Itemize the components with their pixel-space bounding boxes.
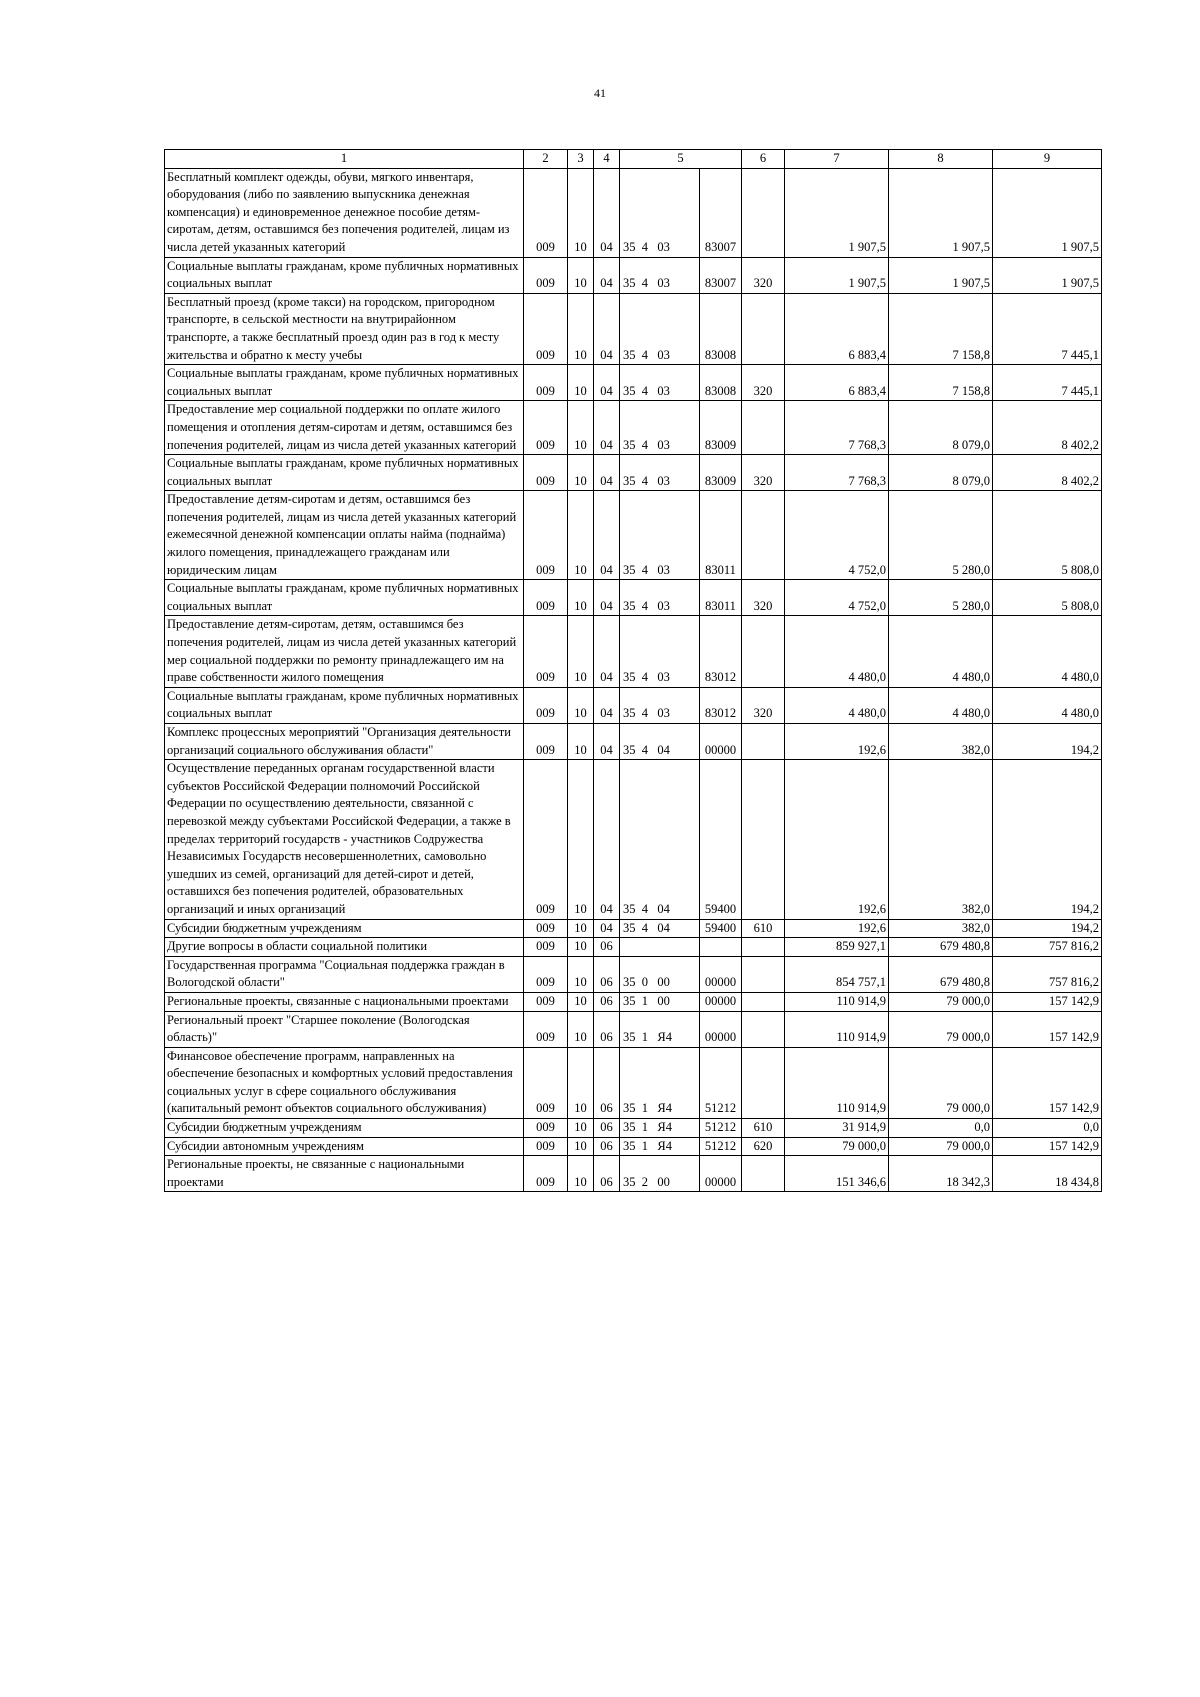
subsection-code: 04 bbox=[594, 365, 620, 401]
row-name: Региональный проект "Старшее поколение (Вологодская область)" bbox=[165, 1011, 524, 1047]
row-name: Осуществление переданных органам государственной власти субъектов Российской Федерации полномочий Российской Федерации по осуществлению деятельности, связанной с перевозкой между субъектами Российской Федерации, а также в пределах территорий государств - участников Содружества Независимых Государств несовершеннолетних, самовольно ушедших из семей, организаций для детей-сирот и детей, оставшихся без попечения родителей, образовательных организаций и иных организаций bbox=[165, 760, 524, 919]
row-name: Социальные выплаты гражданам, кроме публичных нормативных социальных выплат bbox=[165, 580, 524, 616]
amount-year-2: 382,0 bbox=[889, 760, 993, 919]
amount-year-3: 194,2 bbox=[993, 760, 1102, 919]
amount-year-1: 79 000,0 bbox=[785, 1137, 889, 1156]
section-code: 10 bbox=[568, 365, 594, 401]
row-name: Социальные выплаты гражданам, кроме публичных нормативных социальных выплат bbox=[165, 455, 524, 491]
subsection-code: 06 bbox=[594, 1156, 620, 1192]
subsection-code: 04 bbox=[594, 293, 620, 364]
column-number-row bbox=[165, 150, 1102, 169]
row-name: Субсидии бюджетным учреждениям bbox=[165, 1119, 524, 1138]
grbs-code: 009 bbox=[524, 1156, 568, 1192]
section-code: 10 bbox=[568, 1011, 594, 1047]
expense-type-code: 320 bbox=[742, 455, 785, 491]
target-article-prefix: 35 4 04 bbox=[620, 724, 700, 760]
section-code: 10 bbox=[568, 401, 594, 455]
target-article-code: 59400 bbox=[700, 760, 742, 919]
column-number: 4 bbox=[594, 150, 620, 169]
table-row bbox=[165, 168, 1102, 257]
subsection-code: 06 bbox=[594, 1137, 620, 1156]
grbs-code: 009 bbox=[524, 687, 568, 723]
section-code: 10 bbox=[568, 760, 594, 919]
target-article-code: 59400 bbox=[700, 919, 742, 938]
expense-type-code bbox=[742, 760, 785, 919]
expense-type-code bbox=[742, 491, 785, 580]
expense-type-code bbox=[742, 956, 785, 992]
amount-year-1: 4 752,0 bbox=[785, 491, 889, 580]
amount-year-2: 79 000,0 bbox=[889, 1011, 993, 1047]
target-article-code bbox=[700, 938, 742, 957]
row-name: Бесплатный комплект одежды, обуви, мягкого инвентаря, оборудования (либо по заявлению выпускника денежная компенсация) и единовременное денежное пособие детям-сиротам, детям, оставшимся без попечения родителей, лицам из числа детей указанных категорий bbox=[165, 168, 524, 257]
section-code: 10 bbox=[568, 687, 594, 723]
target-article-code: 83009 bbox=[700, 455, 742, 491]
expense-type-code bbox=[742, 1156, 785, 1192]
column-number: 6 bbox=[742, 150, 785, 169]
target-article-prefix: 35 1 Я4 bbox=[620, 1011, 700, 1047]
section-code: 10 bbox=[568, 1137, 594, 1156]
budget-table bbox=[164, 149, 1102, 1192]
grbs-code: 009 bbox=[524, 760, 568, 919]
table-row bbox=[165, 919, 1102, 938]
table-row bbox=[165, 760, 1102, 919]
amount-year-1: 110 914,9 bbox=[785, 992, 889, 1011]
row-name: Социальные выплаты гражданам, кроме публичных нормативных социальных выплат bbox=[165, 365, 524, 401]
page-number: 41 bbox=[594, 86, 606, 100]
grbs-code: 009 bbox=[524, 938, 568, 957]
grbs-code: 009 bbox=[524, 1137, 568, 1156]
amount-year-2: 382,0 bbox=[889, 724, 993, 760]
column-number: 5 bbox=[620, 150, 742, 169]
target-article-code: 83008 bbox=[700, 365, 742, 401]
expense-type-code: 620 bbox=[742, 1137, 785, 1156]
subsection-code: 06 bbox=[594, 956, 620, 992]
table-row bbox=[165, 293, 1102, 364]
grbs-code: 009 bbox=[524, 956, 568, 992]
subsection-code: 04 bbox=[594, 491, 620, 580]
grbs-code: 009 bbox=[524, 724, 568, 760]
subsection-code: 04 bbox=[594, 687, 620, 723]
subsection-code: 04 bbox=[594, 580, 620, 616]
amount-year-3: 0,0 bbox=[993, 1119, 1102, 1138]
row-name: Региональные проекты, не связанные с национальными проектами bbox=[165, 1156, 524, 1192]
amount-year-3: 157 142,9 bbox=[993, 992, 1102, 1011]
table-body bbox=[165, 168, 1102, 1192]
section-code: 10 bbox=[568, 1047, 594, 1118]
amount-year-1: 1 907,5 bbox=[785, 168, 889, 257]
amount-year-3: 157 142,9 bbox=[993, 1011, 1102, 1047]
amount-year-2: 8 079,0 bbox=[889, 401, 993, 455]
table-row bbox=[165, 491, 1102, 580]
amount-year-1: 6 883,4 bbox=[785, 293, 889, 364]
section-code: 10 bbox=[568, 724, 594, 760]
target-article-prefix: 35 4 03 bbox=[620, 455, 700, 491]
amount-year-2: 679 480,8 bbox=[889, 938, 993, 957]
target-article-code: 00000 bbox=[700, 724, 742, 760]
amount-year-3: 757 816,2 bbox=[993, 956, 1102, 992]
amount-year-1: 192,6 bbox=[785, 919, 889, 938]
subsection-code: 04 bbox=[594, 724, 620, 760]
subsection-code: 06 bbox=[594, 992, 620, 1011]
amount-year-3: 4 480,0 bbox=[993, 616, 1102, 687]
target-article-code: 00000 bbox=[700, 956, 742, 992]
grbs-code: 009 bbox=[524, 1011, 568, 1047]
target-article-prefix: 35 0 00 bbox=[620, 956, 700, 992]
row-name: Региональные проекты, связанные с национальными проектами bbox=[165, 992, 524, 1011]
section-code: 10 bbox=[568, 956, 594, 992]
section-code: 10 bbox=[568, 616, 594, 687]
amount-year-3: 1 907,5 bbox=[993, 257, 1102, 293]
amount-year-3: 157 142,9 bbox=[993, 1047, 1102, 1118]
amount-year-1: 110 914,9 bbox=[785, 1047, 889, 1118]
expense-type-code: 320 bbox=[742, 580, 785, 616]
grbs-code: 009 bbox=[524, 365, 568, 401]
expense-type-code bbox=[742, 1047, 785, 1118]
amount-year-3: 1 907,5 bbox=[993, 168, 1102, 257]
target-article-prefix: 35 4 03 bbox=[620, 401, 700, 455]
amount-year-2: 7 158,8 bbox=[889, 365, 993, 401]
target-article-code: 00000 bbox=[700, 1156, 742, 1192]
target-article-code: 83007 bbox=[700, 168, 742, 257]
target-article-prefix: 35 4 03 bbox=[620, 293, 700, 364]
row-name: Субсидии автономным учреждениям bbox=[165, 1137, 524, 1156]
grbs-code: 009 bbox=[524, 992, 568, 1011]
amount-year-2: 79 000,0 bbox=[889, 992, 993, 1011]
target-article-prefix: 35 4 03 bbox=[620, 687, 700, 723]
amount-year-3: 157 142,9 bbox=[993, 1137, 1102, 1156]
expense-type-code bbox=[742, 293, 785, 364]
amount-year-1: 7 768,3 bbox=[785, 455, 889, 491]
amount-year-3: 194,2 bbox=[993, 724, 1102, 760]
amount-year-1: 151 346,6 bbox=[785, 1156, 889, 1192]
target-article-prefix bbox=[620, 938, 700, 957]
grbs-code: 009 bbox=[524, 401, 568, 455]
expense-type-code bbox=[742, 992, 785, 1011]
row-name: Бесплатный проезд (кроме такси) на городском, пригородном транспорте, в сельской местности на внутрирайонном транспорте, а также бесплатный проезд один раз в год к месту жительства и обратно к месту учебы bbox=[165, 293, 524, 364]
expense-type-code bbox=[742, 616, 785, 687]
expense-type-code: 610 bbox=[742, 1119, 785, 1138]
section-code: 10 bbox=[568, 938, 594, 957]
table-row bbox=[165, 938, 1102, 957]
amount-year-2: 18 342,3 bbox=[889, 1156, 993, 1192]
table-row bbox=[165, 992, 1102, 1011]
amount-year-3: 757 816,2 bbox=[993, 938, 1102, 957]
amount-year-1: 31 914,9 bbox=[785, 1119, 889, 1138]
amount-year-2: 679 480,8 bbox=[889, 956, 993, 992]
target-article-code: 83011 bbox=[700, 491, 742, 580]
grbs-code: 009 bbox=[524, 491, 568, 580]
grbs-code: 009 bbox=[524, 257, 568, 293]
expense-type-code: 320 bbox=[742, 257, 785, 293]
amount-year-1: 192,6 bbox=[785, 724, 889, 760]
amount-year-3: 7 445,1 bbox=[993, 293, 1102, 364]
expense-type-code: 610 bbox=[742, 919, 785, 938]
expense-type-code: 320 bbox=[742, 365, 785, 401]
section-code: 10 bbox=[568, 919, 594, 938]
column-number: 7 bbox=[785, 150, 889, 169]
subsection-code: 04 bbox=[594, 455, 620, 491]
expense-type-code bbox=[742, 168, 785, 257]
target-article-code: 83012 bbox=[700, 616, 742, 687]
section-code: 10 bbox=[568, 257, 594, 293]
amount-year-1: 110 914,9 bbox=[785, 1011, 889, 1047]
table-row bbox=[165, 687, 1102, 723]
target-article-prefix: 35 4 03 bbox=[620, 616, 700, 687]
amount-year-2: 79 000,0 bbox=[889, 1137, 993, 1156]
target-article-prefix: 35 1 Я4 bbox=[620, 1047, 700, 1118]
target-article-code: 83011 bbox=[700, 580, 742, 616]
section-code: 10 bbox=[568, 491, 594, 580]
row-name: Предоставление мер социальной поддержки по оплате жилого помещения и отопления детям-сиротам и детям, оставшимся без попечения родителей, лицам из числа детей указанных категорий bbox=[165, 401, 524, 455]
target-article-code: 83009 bbox=[700, 401, 742, 455]
table-row bbox=[165, 724, 1102, 760]
section-code: 10 bbox=[568, 168, 594, 257]
amount-year-2: 382,0 bbox=[889, 919, 993, 938]
section-code: 10 bbox=[568, 1156, 594, 1192]
grbs-code: 009 bbox=[524, 455, 568, 491]
grbs-code: 009 bbox=[524, 168, 568, 257]
table-row bbox=[165, 1011, 1102, 1047]
amount-year-1: 4 480,0 bbox=[785, 616, 889, 687]
target-article-prefix: 35 4 03 bbox=[620, 168, 700, 257]
amount-year-3: 8 402,2 bbox=[993, 455, 1102, 491]
table-row bbox=[165, 580, 1102, 616]
table-row bbox=[165, 401, 1102, 455]
column-number: 9 bbox=[993, 150, 1102, 169]
target-article-prefix: 35 1 Я4 bbox=[620, 1137, 700, 1156]
amount-year-2: 5 280,0 bbox=[889, 580, 993, 616]
table-row bbox=[165, 1047, 1102, 1118]
subsection-code: 04 bbox=[594, 401, 620, 455]
row-name: Социальные выплаты гражданам, кроме публичных нормативных социальных выплат bbox=[165, 257, 524, 293]
target-article-prefix: 35 1 00 bbox=[620, 992, 700, 1011]
subsection-code: 04 bbox=[594, 257, 620, 293]
target-article-code: 51212 bbox=[700, 1047, 742, 1118]
grbs-code: 009 bbox=[524, 580, 568, 616]
expense-type-code bbox=[742, 724, 785, 760]
target-article-prefix: 35 4 03 bbox=[620, 491, 700, 580]
table-row bbox=[165, 455, 1102, 491]
amount-year-1: 859 927,1 bbox=[785, 938, 889, 957]
subsection-code: 06 bbox=[594, 938, 620, 957]
subsection-code: 04 bbox=[594, 168, 620, 257]
amount-year-3: 7 445,1 bbox=[993, 365, 1102, 401]
column-number: 2 bbox=[524, 150, 568, 169]
amount-year-3: 194,2 bbox=[993, 919, 1102, 938]
amount-year-1: 4 480,0 bbox=[785, 687, 889, 723]
table-row bbox=[165, 257, 1102, 293]
amount-year-2: 7 158,8 bbox=[889, 293, 993, 364]
amount-year-3: 5 808,0 bbox=[993, 580, 1102, 616]
row-name: Государственная программа "Социальная поддержка граждан в Вологодской области" bbox=[165, 956, 524, 992]
table-row bbox=[165, 616, 1102, 687]
section-code: 10 bbox=[568, 580, 594, 616]
row-name: Субсидии бюджетным учреждениям bbox=[165, 919, 524, 938]
amount-year-3: 4 480,0 bbox=[993, 687, 1102, 723]
amount-year-2: 1 907,5 bbox=[889, 257, 993, 293]
table-row bbox=[165, 365, 1102, 401]
target-article-code: 83007 bbox=[700, 257, 742, 293]
grbs-code: 009 bbox=[524, 1047, 568, 1118]
row-name: Социальные выплаты гражданам, кроме публичных нормативных социальных выплат bbox=[165, 687, 524, 723]
amount-year-1: 854 757,1 bbox=[785, 956, 889, 992]
subsection-code: 06 bbox=[594, 1047, 620, 1118]
grbs-code: 009 bbox=[524, 919, 568, 938]
column-number: 3 bbox=[568, 150, 594, 169]
target-article-code: 83008 bbox=[700, 293, 742, 364]
target-article-prefix: 35 4 04 bbox=[620, 760, 700, 919]
target-article-prefix: 35 1 Я4 bbox=[620, 1119, 700, 1138]
table-row bbox=[165, 1119, 1102, 1138]
amount-year-1: 4 752,0 bbox=[785, 580, 889, 616]
subsection-code: 06 bbox=[594, 1011, 620, 1047]
amount-year-2: 79 000,0 bbox=[889, 1047, 993, 1118]
target-article-prefix: 35 2 00 bbox=[620, 1156, 700, 1192]
amount-year-1: 1 907,5 bbox=[785, 257, 889, 293]
row-name: Предоставление детям-сиротам, детям, оставшимся без попечения родителей, лицам из числа детей указанных категорий мер социальной поддержки по ремонту принадлежащего им на праве собственности жилого помещения bbox=[165, 616, 524, 687]
expense-type-code: 320 bbox=[742, 687, 785, 723]
amount-year-1: 7 768,3 bbox=[785, 401, 889, 455]
amount-year-2: 4 480,0 bbox=[889, 687, 993, 723]
subsection-code: 04 bbox=[594, 919, 620, 938]
expense-type-code bbox=[742, 401, 785, 455]
amount-year-3: 8 402,2 bbox=[993, 401, 1102, 455]
expense-type-code bbox=[742, 938, 785, 957]
subsection-code: 06 bbox=[594, 1119, 620, 1138]
row-name: Финансовое обеспечение программ, направленных на обеспечение безопасных и комфортных условий предоставления социальных услуг в сфере социального обслуживания (капитальный ремонт объектов социального обслуживания) bbox=[165, 1047, 524, 1118]
column-number: 8 bbox=[889, 150, 993, 169]
expense-type-code bbox=[742, 1011, 785, 1047]
target-article-code: 00000 bbox=[700, 1011, 742, 1047]
target-article-code: 83012 bbox=[700, 687, 742, 723]
subsection-code: 04 bbox=[594, 616, 620, 687]
amount-year-2: 1 907,5 bbox=[889, 168, 993, 257]
amount-year-1: 192,6 bbox=[785, 760, 889, 919]
target-article-code: 51212 bbox=[700, 1119, 742, 1138]
target-article-prefix: 35 4 04 bbox=[620, 919, 700, 938]
row-name: Предоставление детям-сиротам и детям, оставшимся без попечения родителей, лицам из числа детей указанных категорий ежемесячной денежной компенсации оплаты найма (поднайма) жилого помещения, принадлежащего гражданам или юридическим лицам bbox=[165, 491, 524, 580]
target-article-prefix: 35 4 03 bbox=[620, 365, 700, 401]
target-article-code: 00000 bbox=[700, 992, 742, 1011]
row-name: Другие вопросы в области социальной политики bbox=[165, 938, 524, 957]
section-code: 10 bbox=[568, 1119, 594, 1138]
table-row bbox=[165, 1137, 1102, 1156]
table-row bbox=[165, 956, 1102, 992]
table-row bbox=[165, 1156, 1102, 1192]
row-name: Комплекс процессных мероприятий "Организация деятельности организаций социального обслуживания области" bbox=[165, 724, 524, 760]
amount-year-2: 8 079,0 bbox=[889, 455, 993, 491]
grbs-code: 009 bbox=[524, 616, 568, 687]
section-code: 10 bbox=[568, 293, 594, 364]
target-article-prefix: 35 4 03 bbox=[620, 580, 700, 616]
target-article-prefix: 35 4 03 bbox=[620, 257, 700, 293]
section-code: 10 bbox=[568, 455, 594, 491]
grbs-code: 009 bbox=[524, 293, 568, 364]
amount-year-2: 4 480,0 bbox=[889, 616, 993, 687]
subsection-code: 04 bbox=[594, 760, 620, 919]
section-code: 10 bbox=[568, 992, 594, 1011]
column-number: 1 bbox=[165, 150, 524, 169]
amount-year-2: 0,0 bbox=[889, 1119, 993, 1138]
amount-year-3: 5 808,0 bbox=[993, 491, 1102, 580]
amount-year-3: 18 434,8 bbox=[993, 1156, 1102, 1192]
amount-year-2: 5 280,0 bbox=[889, 491, 993, 580]
target-article-code: 51212 bbox=[700, 1137, 742, 1156]
grbs-code: 009 bbox=[524, 1119, 568, 1138]
amount-year-1: 6 883,4 bbox=[785, 365, 889, 401]
